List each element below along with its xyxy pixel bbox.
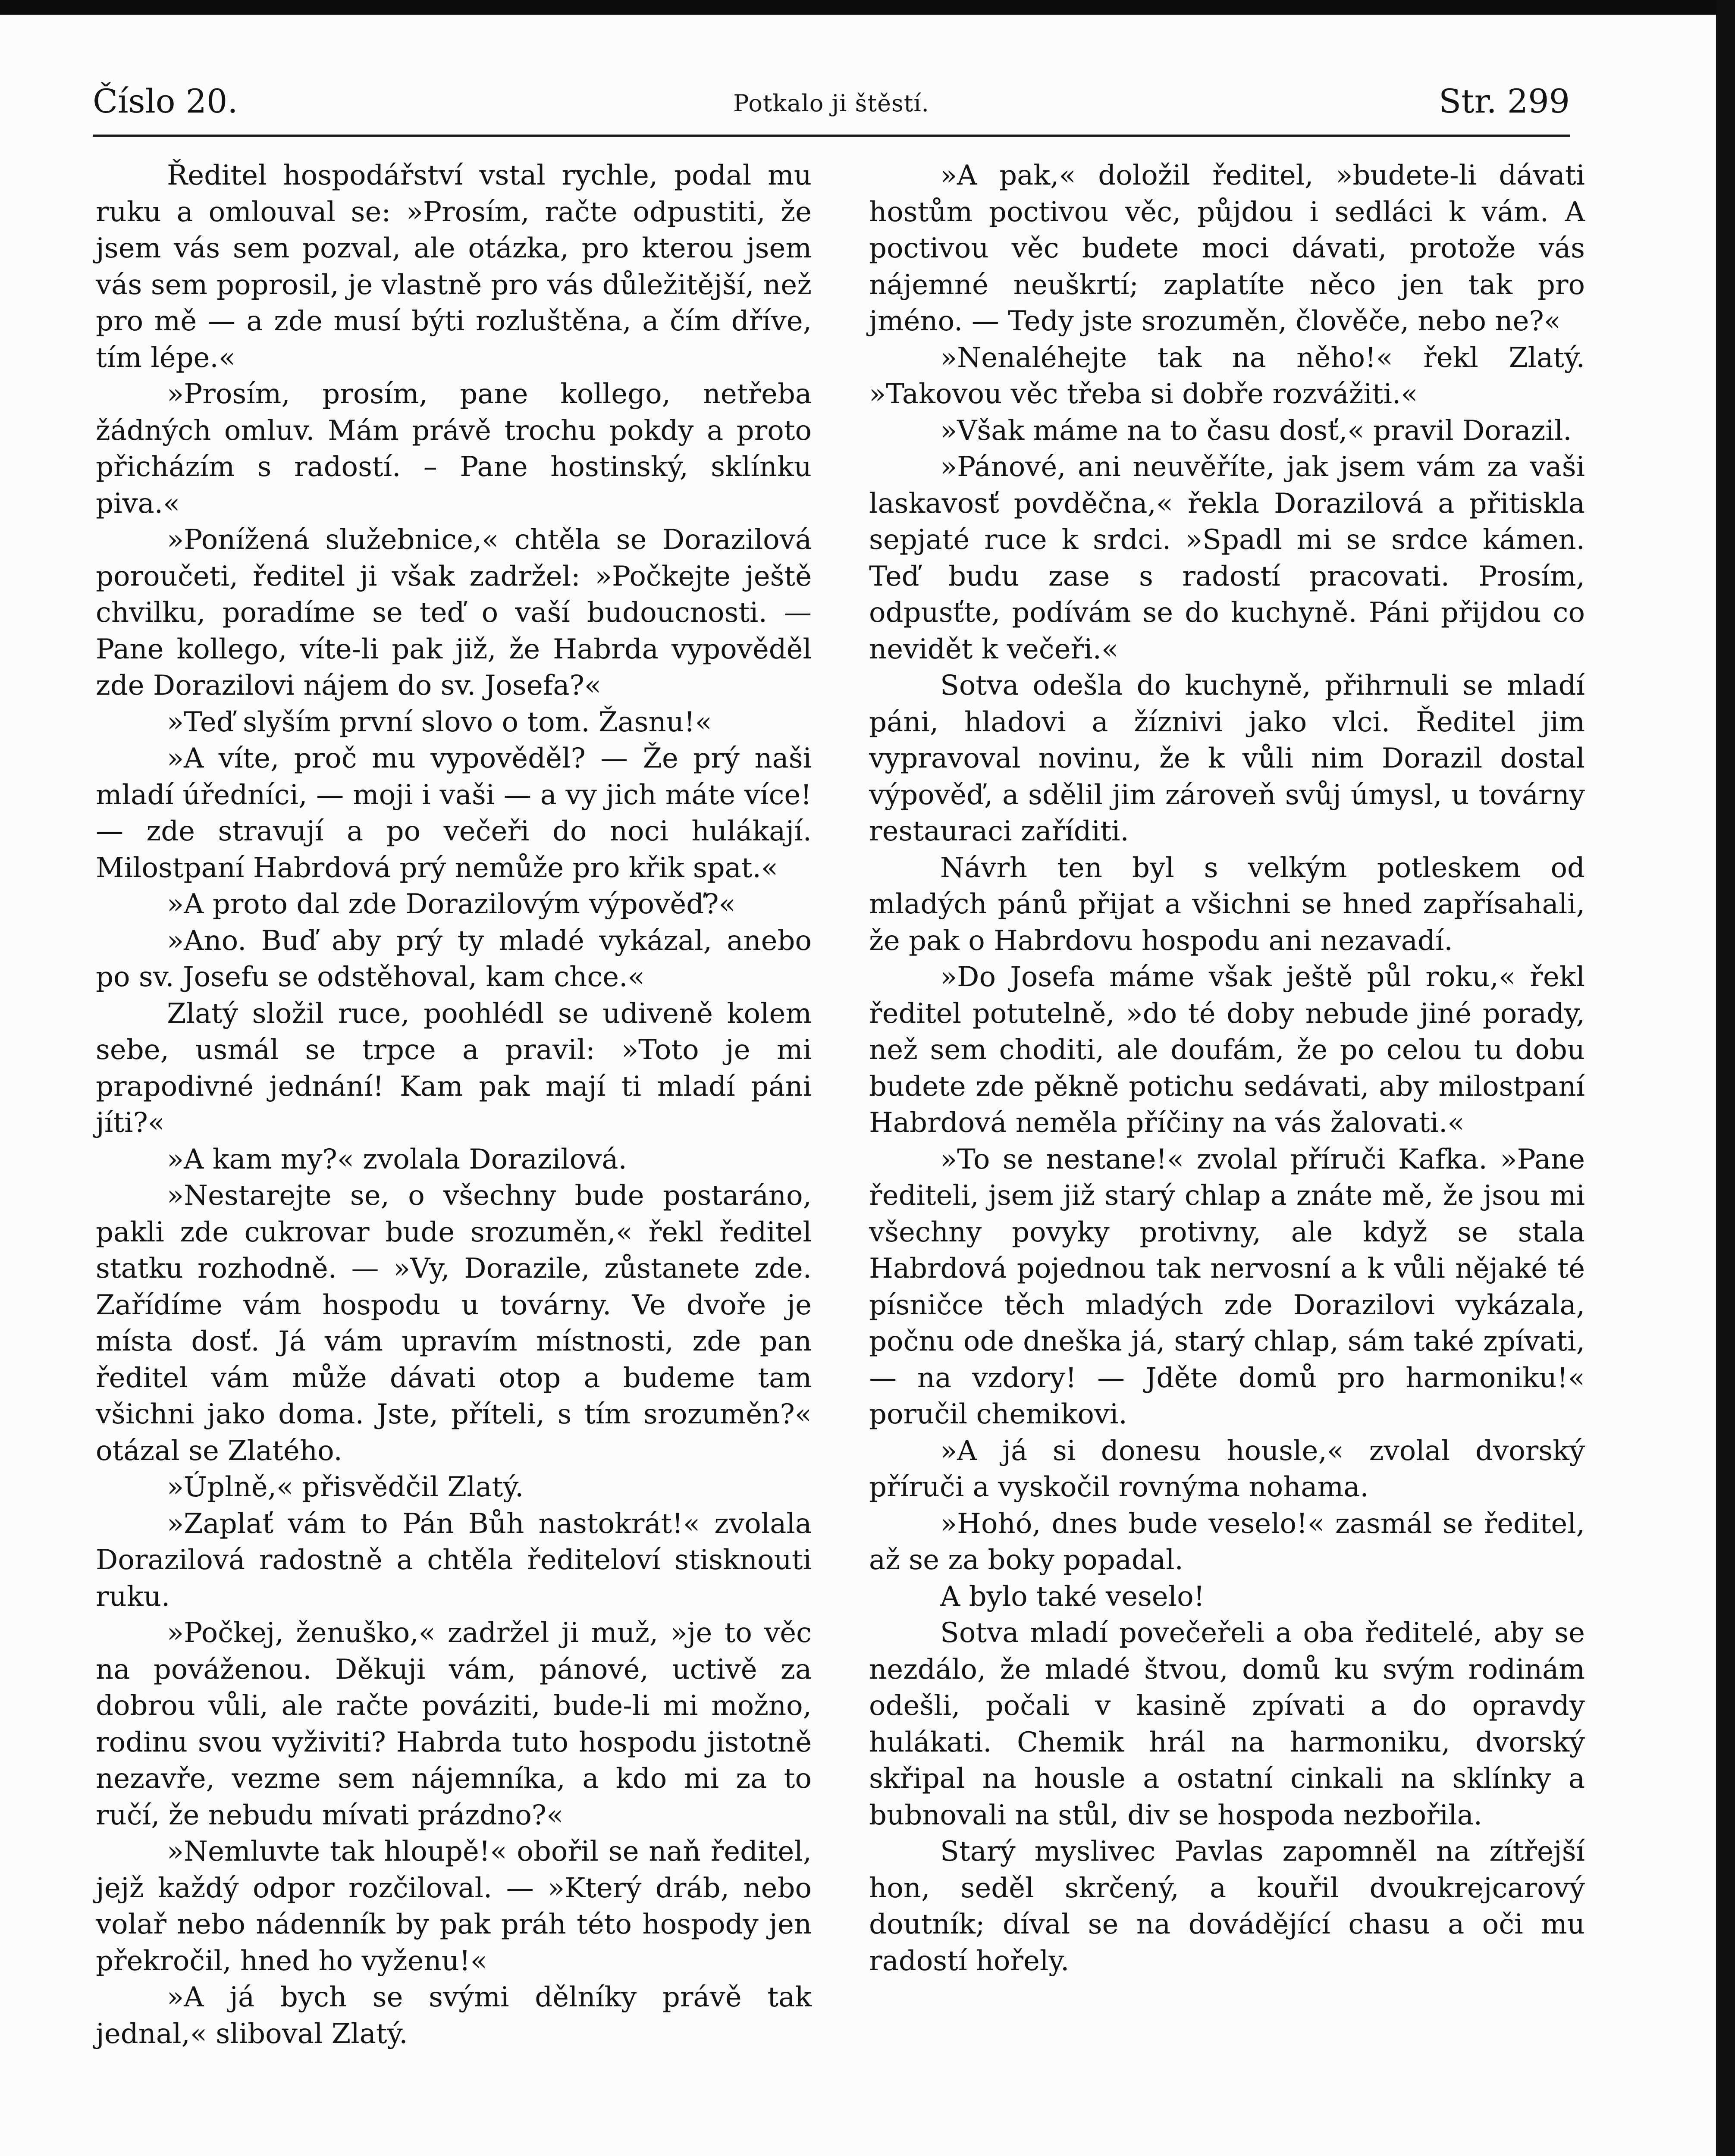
- right-column: [869, 157, 1585, 1979]
- paragraph: »A já si donesu housle,« zvolal dvorský příruči a vyskočil rovnýma nohama.: [869, 1435, 1585, 1503]
- paragraph: »Ano. Buď aby prý ty mladé vykázal, anebo po sv. Josefu se odstěhoval, kam chce.«: [96, 924, 812, 993]
- scan-right-edge: [1716, 0, 1735, 2156]
- paragraph: »Prosím, prosím, pane kollego, netřeba žádných omluv. Mám právě trochu pokdy a proto přicházím s radostí. – Pane hostinský, sklínku piva.«: [96, 378, 812, 520]
- paragraph: »A pak,« doložil ředitel, »budete-li dávati hostům poctivou věc, půjdou i sedláci k vám. A poctivou věc budete moci dávati, protože vás nájemné neuškrtí; zaplatíte něco jen tak pro jméno. — Tedy jste srozuměn, člověče, nebo ne?«: [869, 160, 1585, 337]
- paragraph: »A já bych se svými dělníky právě tak jednal,« sliboval Zlatý.: [96, 1981, 812, 2050]
- scan-top-edge: [0, 0, 1735, 15]
- paragraph: »Nestarejte se, o všechny bude postaráno, pakli zde cukrovar bude srozuměn,« řekl ředitel statku rozhodně. — »Vy, Dorazile, zůstanete zde. Zařídíme vám hospodu u továrny. Ve dvoře je místa dosť. Já vám upravím místnosti, zde pan ředitel vám může dávati otop a budeme tam všichni jako doma. Jste, příteli, s tím srozuměn?« otázal se Zlatého.: [96, 1180, 812, 1467]
- paragraph: »Však máme na to času dosť,« pravil Dorazil.: [940, 414, 1572, 447]
- paragraph: »Ponížená služebnice,« chtěla se Dorazilová poroučeti, ředitel ji však zadržel: »Počkejte ještě chvilku, poradíme se teď o vaší budoucnosti. — Pane kollego, víte-li pak již, že Habrda vypověděl zde Dorazilovi nájem do sv. Josefa?«: [96, 524, 812, 702]
- issue-number: Číslo 20.: [93, 82, 238, 120]
- paragraph: Sotva mladí povečeřeli a oba ředitelé, aby se nezdálo, že mladé štvou, domů ku svým rodinám odešli, počali v kasině zpívati a do opravdy hulákati. Chemik hrál na harmoniku, dvorský skřipal na housle a ostatní cinkali na sklínky a bubnovali na stůl, div se hospoda nezbořila.: [869, 1617, 1585, 1831]
- paragraph: »Do Josefa máme však ještě půl roku,« řekl ředitel potutelně, »do té doby nebude jiné porady, než sem choditi, ale doufám, že po celou tu dobu budete zde pěkně potichu sedávati, aby milostpaní Habrdová neměla příčiny na vás žalovati.«: [869, 961, 1585, 1139]
- page-header: [93, 82, 1570, 125]
- paragraph: Starý myslivec Pavlas zapomněl na zítřejší hon, seděl skrčený, a kouřil dvoukrejcarový doutník; díval se na dováděјící chasu a oči mu radostí hořely.: [869, 1836, 1585, 1977]
- paragraph: »Nemluvte tak hloupě!« obořil se naň ředitel, jejž každý odpor rozčiloval. — »Který dráb, nebo volař nebo nádenník by pak práh této hospody jen překročil, hned ho vyženu!«: [96, 1836, 812, 1977]
- paragraph: »Teď slyším první slovo o tom. Žasnu!«: [167, 706, 712, 738]
- paragraph: »A proto dal zde Dorazilovým výpověď?«: [167, 888, 736, 920]
- paragraph: Návrh ten byl s velkým potleskem od mladých pánů přijat a všichni se hned zapřísahali, že pak o Habrdovu hospodu ani nezavadí.: [869, 852, 1585, 957]
- paragraph: Zlatý složil ruce, poohlédl se udiveně kolem sebe, usmál se trpce a pravil: »Toto je mi prapodivné jednání! Kam pak mají ti mladí páni jíti?«: [96, 997, 812, 1139]
- paragraph: »A kam my?« zvolala Dorazilová.: [167, 1143, 627, 1175]
- paragraph: A bylo také veselo!: [940, 1580, 1205, 1613]
- paragraph: »Pánové, ani neuvěříte, jak jsem vám za vaši laskavosť povděčna,« řekla Dorazilová a přitiskla sepjaté ruce k srdci. »Spadl mi se srdce kámen. Teď budu zase s radostí pracovati. Prosím, odpusťte, podívám se do kuchyně. Páni přijdou co nevidět k večeři.«: [869, 451, 1585, 665]
- running-title: Potkalo ji štěstí.: [733, 90, 929, 117]
- paragraph: »Hohó, dnes bude veselo!« zasmál se ředitel, až se za boky popadal.: [869, 1507, 1585, 1576]
- header-rule: [93, 135, 1570, 137]
- left-column: [96, 157, 812, 2052]
- paragraph: »Zaplať vám to Pán Bůh nastokrát!« zvolala Dorazilová radostně a chtěla řediteloví stisknouti ruku.: [96, 1507, 812, 1613]
- paragraph: »Úplně,« přisvědčil Zlatý.: [167, 1471, 524, 1503]
- paragraph: »Počkej, ženuško,« zadržel ji muž, »je to věc na pováženou. Děkuji vám, pánové, uctivě za dobrou vůli, ale račte pováziti, bude-li mi možno, rodinu svou vyživiti? Habrda tuto hospodu jistotně nezavře, vezme sem nájemníka, a kdo mi za to ručí, že nebudu mívati prázdno?«: [96, 1617, 812, 1831]
- page-number: Str. 299: [1439, 82, 1570, 120]
- paragraph: »A víte, proč mu vypověděl? — Že prý naši mladí úředníci, — moji i vaši — a vy jich máte více! — zde stravují a po večeři do noci hulákají. Milostpaní Habrdová prý nemůže pro křik spat.«: [96, 743, 812, 884]
- paragraph: »To se nestane!« zvolal příruči Kafka. »Pane řediteli, jsem již starý chlap a znáte mě, že jsou mi všechny povyky protivny, ale když se stala Habrdová pojednou tak nervosní a k vůli nějaké té písničce těch mladých zde Dorazilovi vykázala, počnu ode dneška já, starý chlap, sám také zpívati, — na vzdory! — Jděte domů pro harmoniku!« poručil chemikovi.: [869, 1143, 1585, 1430]
- paragraph: Ředitel hospodářství vstal rychle, podal mu ruku a omlouval se: »Prosím, račte odpustiti, že jsem vás sem pozval, ale otázka, pro kterou jsem vás sem poprosil, je vlastně pro vás důležitější, než pro mě — a zde musí býti rozluštěna, a čím dříve, tím lépe.«: [96, 160, 812, 374]
- paragraph: Sotva odešla do kuchyně, přihrnuli se mladí páni, hladovi a žíznivi jako vlci. Ředitel jim vypravoval novinu, že k vůli nim Dorazil dostal výpověď, a sdělil jim zároveň svůj úmysl, u továrny restauraci zaříditi.: [869, 670, 1585, 847]
- paragraph: »Nenaléhejte tak na něho!« řekl Zlatý. »Takovou věc třeba si dobře rozvážiti.«: [869, 342, 1585, 410]
